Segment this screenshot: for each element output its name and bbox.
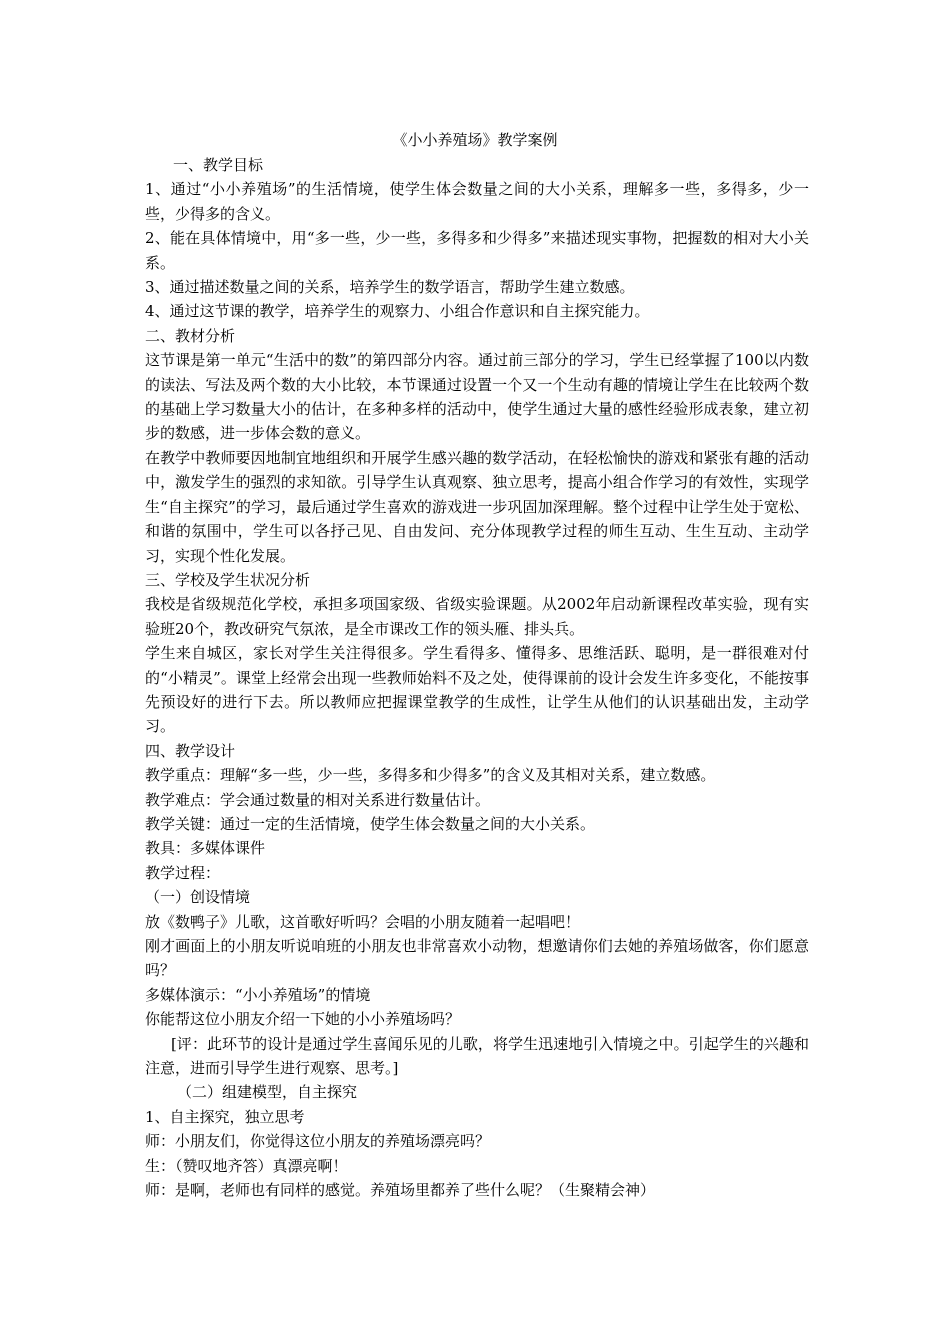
paragraph: 多媒体演示：“小小养殖场”的情境 bbox=[145, 985, 371, 1004]
paragraph: 你能帮这位小朋友介绍一下她的小小养殖场吗？ bbox=[145, 1010, 461, 1029]
paragraph: 4、通过这节课的教学，培养学生的观察力、小组合作意识和自主探究能力。 bbox=[145, 302, 650, 321]
paragraph: 学生来自城区，家长对学生关注得很多。学生看得多、懂得多、思维活跃、聪明，是一群很难对付的“小精灵”。课堂上经常会出现一些教师始料不及之处，使得课前的设计会发生许多变化，不能按事先预设好的进行下去。所以教师应把握课堂教学的生成性，让学生从他们的认识基础出发，主动学习。 bbox=[145, 644, 809, 736]
paragraph: （一）创设情境 bbox=[145, 888, 251, 907]
paragraph: 教学过程： bbox=[145, 863, 221, 882]
paragraph: [评：此环节的设计是通过学生喜闻乐见的儿歌，将学生迅速地引入情境之中。引起学生的兴趣和注意，进而引导学生进行观察、思考。] bbox=[145, 1034, 809, 1078]
paragraph: 刚才画面上的小朋友听说咱班的小朋友也非常喜欢小动物，想邀请你们去她的养殖场做客，你们愿意吗？ bbox=[145, 937, 809, 980]
document-title: 《小小养殖场》教学案例 bbox=[392, 131, 558, 149]
paragraph: 二、教材分析 bbox=[145, 326, 236, 345]
paragraph: （二）组建模型，自主探究 bbox=[177, 1083, 358, 1102]
paragraph: 1、自主探究，独立思考 bbox=[145, 1107, 305, 1126]
paragraph: 1、通过“小小养殖场”的生活情境，使学生体会数量之间的大小关系，理解多一些，多得多，少一些，少得多的含义。 bbox=[145, 180, 809, 223]
paragraph: 三、学校及学生状况分析 bbox=[145, 570, 311, 589]
paragraph: 师：是啊，老师也有同样的感觉。养殖场里都养了些什么呢？（生聚精会神） bbox=[145, 1181, 656, 1200]
paragraph: 在教学中教师要因地制宜地组织和开展学生感兴趣的数学活动，在轻松愉快的游戏和紧张有趣的活动中，激发学生的强烈的求知欲。引导学生认真观察、独立思考，提高小组合作学习的有效性，实现学生“自主探究”的学习，最后通过学生喜欢的游戏进一步巩固加深理解。整个过程中让学生处于宽松、和谐的氛围中，学生可以各抒己见、自由发问、充分体现教学过程的师生互动、生生互动、主动学习，实现个性化发展。 bbox=[145, 448, 809, 565]
paragraph: 这节课是第一单元“生活中的数”的第四部分内容。通过前三部分的学习，学生已经掌握了100以内数的读法、写法及两个数的大小比较，本节课通过设置一个又一个生动有趣的情境让学生在比较两个数的基础上学习数量大小的估计，在多种多样的活动中，使学生通过大量的感性经验形成表象，建立初步的数感，进一步体会数的意义。 bbox=[145, 351, 809, 443]
paragraph: 放《数鸭子》儿歌，这首歌好听吗？会唱的小朋友随着一起唱吧！ bbox=[145, 912, 581, 931]
paragraph: 生：（赞叹地齐答）真漂亮啊！ bbox=[145, 1156, 348, 1175]
paragraph: 师：小朋友们，你觉得这位小朋友的养殖场漂亮吗？ bbox=[145, 1132, 491, 1151]
paragraph: 一、教学目标 bbox=[173, 156, 264, 174]
paragraph: 教具：多媒体课件 bbox=[145, 839, 266, 858]
paragraph: 3、通过描述数量之间的关系，培养学生的数学语言，帮助学生建立数感。 bbox=[145, 278, 635, 297]
paragraph: 教学重点：理解“多一些，少一些，多得多和少得多”的含义及其相对关系，建立数感。 bbox=[145, 766, 716, 785]
paragraph: 我校是省级规范化学校，承担多项国家级、省级实验课题。从2002年启动新课程改革实验，现有实验班20个，教改研究气氛浓，是全市课改工作的领头雁、排头兵。 bbox=[145, 595, 809, 638]
paragraph: 2、能在具体情境中，用“多一些，少一些，多得多和少得多”来描述现实事物，把握数的相对大小关系。 bbox=[145, 229, 809, 272]
paragraph: 教学难点：学会通过数量的相对关系进行数量估计。 bbox=[145, 790, 491, 809]
paragraph: 四、教学设计 bbox=[145, 741, 236, 760]
paragraph: 教学关键：通过一定的生活情境，使学生体会数量之间的大小关系。 bbox=[145, 814, 596, 833]
document-body bbox=[145, 153, 809, 1202]
